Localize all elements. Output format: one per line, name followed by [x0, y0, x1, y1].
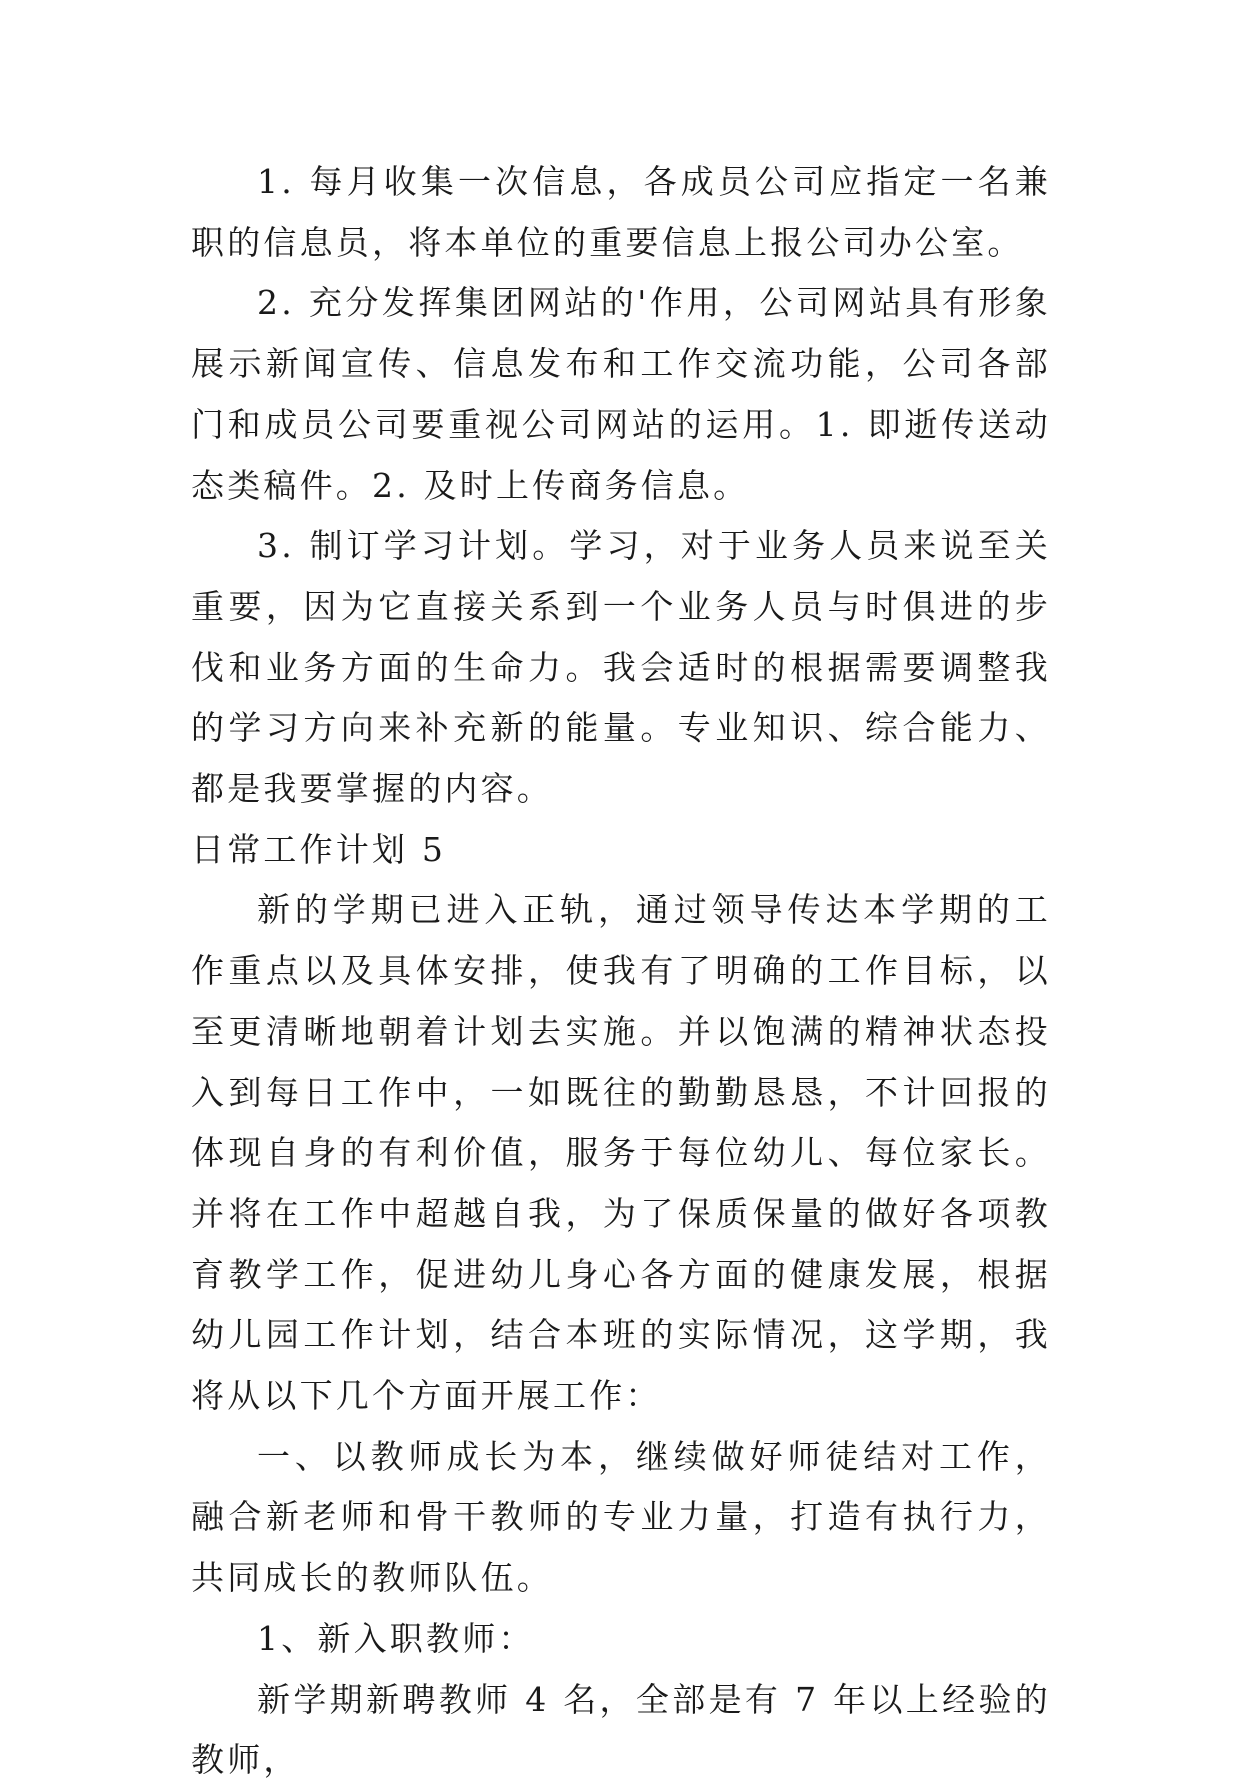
- paragraph-teacher-growth: 一、以教师成长为本，继续做好师徒结对工作，融合新老师和骨干教师的专业力量，打造有执行力，共同成长的教师队伍。: [191, 1436, 1051, 1598]
- document-body: [191, 152, 1051, 1791]
- paragraph-new-teachers-heading: 1、新入职教师：: [257, 1618, 535, 1658]
- paragraph-study-plan: 3. 制订学习计划。学习，对于业务人员来说至关重要，因为它直接关系到一个业务人员与时俱进的步伐和业务方面的生命力。我会适时的根据需要调整我的学习方向来补充新的能量。专业知识、综合能力、都是我要掌握的内容。: [191, 526, 1051, 809]
- paragraph-semester-intro: 新的学期已进入正轨，通过领导传达本学期的工作重点以及具体安排，使我有了明确的工作目标，以至更清晰地朝着计划去实施。并以饱满的精神状态投入到每日工作中，一如既往的勤勤恳恳，不计回报的体现自身的有利价值，服务于每位幼儿、每位家长。并将在工作中超越自我，为了保质保量的做好各项教育教学工作，促进幼儿身心各方面的健康发展，根据幼儿园工作计划，结合本班的实际情况，这学期，我将从以下几个方面开展工作：: [191, 890, 1051, 1416]
- paragraph-new-teachers-detail: 新学期新聘教师 4 名，全部是有 7 年以上经验的教师，: [191, 1679, 1051, 1780]
- section-heading: 日常工作计划 5: [191, 829, 447, 869]
- paragraph-info-collection: 1. 每月收集一次信息，各成员公司应指定一名兼职的信息员，将本单位的重要信息上报公司办公室。: [191, 162, 1051, 262]
- paragraph-website-usage: 2. 充分发挥集团网站的'作用，公司网站具有形象展示新闻宣传、信息发布和工作交流功能，公司各部门和成员公司要重视公司网站的运用。1. 即逝传送动态类稿件。2. 及时上传商务信息。: [191, 283, 1051, 505]
